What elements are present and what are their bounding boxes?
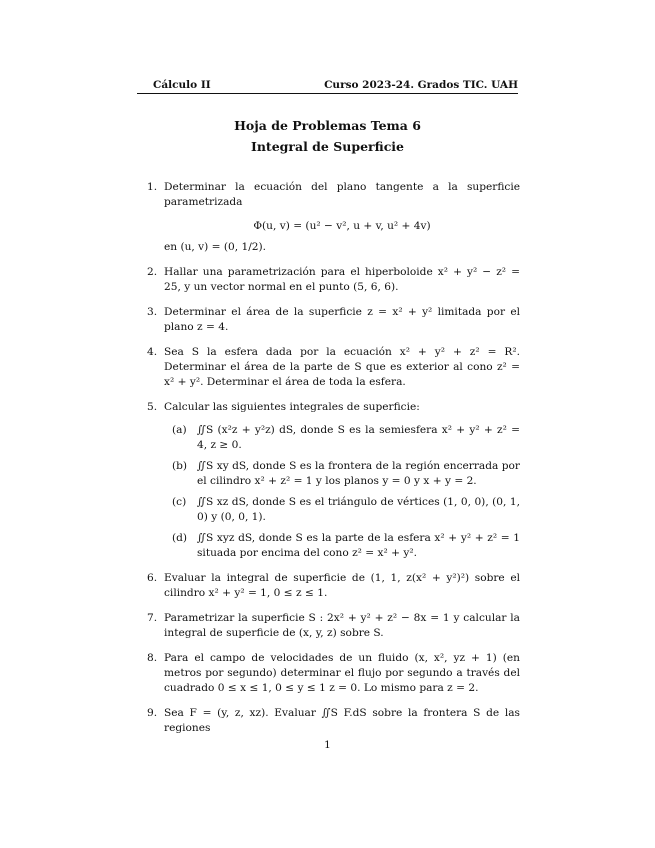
subproblem-text: ∬S xyz dS, donde S es la parte de la esfera x² + y² + z² = 1 situada por encima del cono z² = x² + y². bbox=[197, 532, 520, 559]
problem-text: Para el campo de velocidades de un fluido (x, x², yz + 1) (en metros por segundo) determinar el flujo por segundo a través del cuadrado 0 ≤ x ≤ 1, 0 ≤ y ≤ 1 z = 0. Lo mismo para z = 2. bbox=[164, 652, 520, 694]
problem-text-continued: en (u, v) = (0, 1/2). bbox=[164, 241, 267, 253]
subproblem-label: (d) bbox=[172, 532, 188, 544]
problem-text: Determinar el área de la superficie z = x² + y² limitada por el plano z = 4. bbox=[164, 306, 520, 333]
subproblem-text: ∬S xz dS, donde S es el triángulo de vértices (1, 0, 0), (0, 1, 0) y (0, 0, 1). bbox=[197, 496, 520, 523]
problem-text: Hallar una parametrización para el hiperboloide x² + y² − z² = 25, y un vector normal en el punto (5, 6, 6). bbox=[164, 266, 520, 293]
problem-text: Parametrizar la superficie S : 2x² + y² + z² − 8x = 1 y calcular la integral de superficie de (x, y, z) sobre S. bbox=[164, 612, 520, 639]
problem-number: 5. bbox=[147, 401, 158, 413]
problem-2 bbox=[147, 265, 520, 295]
subproblem-a bbox=[172, 423, 520, 453]
problem-number: 9. bbox=[147, 707, 158, 719]
problem-text: Sea F = (y, z, xz). Evaluar ∬S F.dS sobre la frontera S de las regiones bbox=[164, 707, 520, 734]
page-number: 1 bbox=[324, 739, 331, 751]
subproblem-c bbox=[172, 495, 520, 525]
subproblem-label: (a) bbox=[172, 424, 187, 436]
problem-number: 1. bbox=[147, 181, 158, 193]
problem-8 bbox=[147, 651, 520, 696]
problem-text: Determinar la ecuación del plano tangente a la superficie parametrizada bbox=[164, 181, 520, 208]
problem-list bbox=[147, 180, 520, 746]
running-header bbox=[137, 79, 518, 94]
problem-1 bbox=[147, 180, 520, 255]
problem-7 bbox=[147, 611, 520, 641]
subproblem-list bbox=[164, 423, 520, 561]
display-equation: Φ(u, v) = (u² − v², u + v, u² + 4v) bbox=[253, 220, 431, 232]
problem-5 bbox=[147, 400, 520, 561]
problem-number: 3. bbox=[147, 306, 158, 318]
subproblem-label: (c) bbox=[172, 496, 187, 508]
header-course-info: Curso 2023-24. Grados TIC. UAH bbox=[324, 79, 518, 91]
subproblem-b bbox=[172, 459, 520, 489]
problem-number: 7. bbox=[147, 612, 158, 624]
subproblem-text: ∬S xy dS, donde S es la frontera de la región encerrada por el cilindro x² + z² = 1 y los planos y = 0 y x + y = 2. bbox=[197, 460, 520, 487]
problem-text: Sea S la esfera dada por la ecuación x² + y² + z² = R². Determinar el área de la parte de S que es exterior al cono z² = x² + y². Determinar el área de toda la esfera. bbox=[164, 346, 520, 388]
subproblem-label: (b) bbox=[172, 460, 188, 472]
subproblem-text: ∬S (x²z + y²z) dS, donde S es la semiesfera x² + y² + z² = 4, z ≥ 0. bbox=[197, 424, 520, 451]
header-course-name: Cálculo II bbox=[153, 79, 211, 91]
problem-text: Calcular las siguientes integrales de superficie: bbox=[164, 401, 420, 413]
problem-number: 6. bbox=[147, 572, 158, 584]
problem-4 bbox=[147, 345, 520, 390]
sheet-subtitle: Integral de Superficie bbox=[250, 139, 405, 154]
problem-number: 8. bbox=[147, 652, 158, 664]
problem-number: 4. bbox=[147, 346, 158, 358]
problem-6 bbox=[147, 571, 520, 601]
problem-3 bbox=[147, 305, 520, 335]
subproblem-d bbox=[172, 531, 520, 561]
problem-number: 2. bbox=[147, 266, 158, 278]
problem-text: Evaluar la integral de superficie de (1, 1, z(x² + y²)²) sobre el cilindro x² + y² = 1, 0 ≤ z ≤ 1. bbox=[164, 572, 520, 599]
problem-9 bbox=[147, 706, 520, 736]
sheet-title: Hoja de Problemas Tema 6 bbox=[234, 118, 421, 133]
